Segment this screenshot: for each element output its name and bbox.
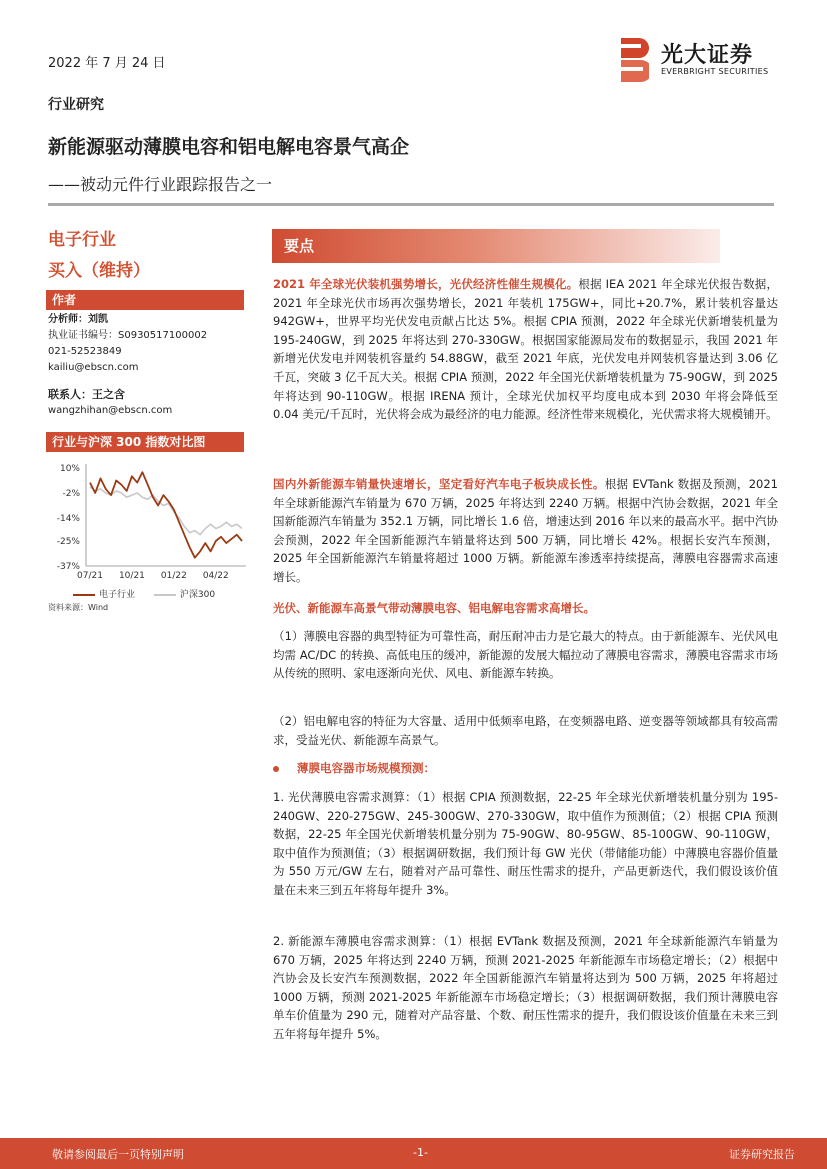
y-tick-label: 10% [59, 464, 80, 474]
analyst-license: 执业证书编号：S0930517100002 [48, 330, 208, 341]
x-tick-label: 01/22 [160, 571, 187, 581]
footer-disclaimer[interactable]: 敬请参阅最后一页特别声明 [52, 1148, 184, 1161]
analyst-email[interactable]: kailiu@ebscn.com [48, 362, 139, 373]
header-divider [48, 203, 774, 206]
rating-label: 买入（维持） [48, 261, 150, 281]
market-forecast-bullet [273, 760, 435, 776]
paragraph-pv-forecast: 1. 光伏薄膜电容需求测算：（1）根据 CPIA 预测数据，22-25 年全球光伏新增装机量分别为 195-240GW、220-275GW、245-300GW、270-330GW，取中值作为预测值；（2）根据 CPIA 预测数据，22-25 年全国光伏新增装机量分别为 75-90GW、80-95GW、85-100GW、90-110GW，取中值作为预测值；（3）根据调研数据，我们预计每 GW 光伏（带储能功能）中薄膜电容器价值量为 550 万元/GW 左右，随着对产品可靠性、耐压性需求的提升，产品更新迭代，我们假设该价值量在未来三到五年将每年提升 3%。 [273, 790, 778, 897]
legend-label-industry: 电子行业 [99, 590, 136, 600]
y-tick-label: -14% [56, 514, 80, 525]
chart-heading: 行业与沪深 300 指数对比图 [46, 432, 244, 452]
brand-logo [617, 36, 787, 84]
page-footer [0, 1138, 827, 1169]
report-date: 2022 年 7 月 24 日 [48, 56, 166, 71]
y-tick-label: -2% [62, 489, 80, 500]
market-forecast-heading: 薄膜电容器市场规模预测： [297, 761, 435, 775]
everbright-logo-icon [617, 36, 649, 84]
logo-english-name: EVERBRIGHT SECURITIES [661, 67, 769, 76]
footer-report-type: 证券研究报告 [729, 1148, 795, 1161]
y-tick-label: -25% [56, 536, 80, 547]
author-heading: 作者 [46, 290, 244, 310]
contact-info [48, 387, 172, 419]
page-number: -1- [413, 1146, 428, 1159]
x-tick-label: 10/21 [118, 571, 145, 581]
series-line-industry [90, 472, 242, 558]
report-category: 行业研究 [48, 97, 104, 113]
paragraph-solar [273, 275, 778, 424]
paragraph-nev-body: 根据 EVTank 数据及预测，2021 年全球新能源汽车销量为 670 万辆，2025 年将达到 2240 万辆。根据中汽协会数据，2021 年全国新能源汽车销量为 352.1 万辆，同比增长 1.6 倍，增速达到 2016 年以来的最高水平。据中汽协会预测，2022 年全国新能源汽车销量将达到 500 万辆，同比增长 42%。根据长安汽车预测，2025 年全国新能源汽车销量将超过 1000 万辆。新能源车渗透率持续提高，薄膜电容器需求高速增长。 [273, 477, 778, 584]
analyst-name: 分析师：刘凯 [48, 314, 108, 325]
legend-item-industry [73, 587, 135, 600]
contact-email[interactable]: wangzhihan@ebscn.com [48, 405, 173, 416]
legend-swatch-industry [73, 594, 95, 596]
report-title: 新能源驱动薄膜电容和铝电解电容景气高企 [48, 136, 410, 158]
keypoints-heading: 要点 [284, 237, 315, 255]
legend-swatch-hs300 [154, 594, 176, 596]
chart-legend [73, 587, 231, 600]
x-tick-label: 07/21 [77, 571, 103, 581]
x-tick-label: 04/22 [202, 571, 229, 581]
legend-label-hs300: 沪深300 [179, 590, 216, 600]
y-tick-label: -37% [56, 562, 80, 572]
paragraph-solar-highlight: 2021 年全球光伏装机强势增长，光伏经济性催生规模化。 [273, 277, 579, 291]
paragraph-solar-body: 根据 IEA 2021 年全球光伏报告数据，2021 年全球光伏市场再次强势增长，2021 年装机 175GW+，同比+20.7%，累计装机容量达 942GW+，世界平均光伏发电贡献占比达 5%。根据 CPIA 预测，2022 年全球光伏新增装机量为 195-240GW，到 2025 年将达到 270-330GW。根据国家能源局发布的数据显示，我国 2021 年新增光伏发电并网装机容量约 54.88GW，截至 2021 年底，光伏发电并网装机容量达到 3.06 亿千瓦，突破 3 亿千瓦大关。根据 CPIA 预测，2022 年全国光伏新增装机量为 75-90GW，到 2025 年将达到 90-110GW。根据 IRENA 预计，全球光伏加权平均度电成本到 2030 年将会降低至 0.04 美元/千瓦时，光伏将会成为最经济的电力能源。经济性带来规模化，光伏需求将大规模铺开。 [273, 277, 778, 422]
keypoints-heading-bar [272, 229, 720, 263]
paragraph-demand [273, 599, 778, 618]
paragraph-film-capacitor: （1）薄膜电容器的典型特征为可靠性高，耐压耐冲击力是它最大的特点。由于新能源车、光伏风电均需 AC/DC 的转换、高低电压的缓冲，新能源的发展大幅拉动了薄膜电容需求，薄膜电容需求市场从传统的照明、家电逐渐向光伏、风电、新能源车转换。 [273, 629, 778, 681]
paragraph-aluminum-capacitor: （2）铝电解电容的特征为大容量、适用中低频率电路，在变频器电路、逆变器等领域都具有较高需求，受益光伏、新能源车高景气。 [273, 714, 778, 747]
legend-item-hs300 [154, 587, 215, 600]
contact-name: 联系人：王之含 [48, 388, 125, 401]
report-subtitle: ——被动元件行业跟踪报告之一 [48, 175, 273, 194]
chart-source: 资料来源：Wind [48, 603, 109, 612]
industry-label: 电子行业 [48, 230, 116, 250]
author-info [48, 312, 207, 376]
series-line-hs300 [90, 487, 242, 535]
paragraph-nev-forecast: 2. 新能源车薄膜电容需求测算：（1）根据 EVTank 数据及预测，2021 年全球新能源汽车销量为 670 万辆，2025 年将达到 2240 万辆，预测 2021-2025 年新能源车市场稳定增长；（2）根据中汽协会及长安汽车预测数据，2022 年全国新能源汽车销量将达到为 500 万辆，2025 年将超过 1000 万辆，预测 2021-2025 年新能源车市场稳定增长；（3）根据调研数据，我们预计薄膜电容单车价值量为 290 元，随着对产品容量、个数、耐压性需求的提升，我们假设该价值量在未来三到五年将每年提升 5%。 [273, 934, 778, 1041]
bullet-dot-icon [273, 766, 279, 772]
analyst-phone: 021-52523849 [48, 346, 122, 357]
paragraph-nev [273, 475, 778, 587]
paragraph-nev-highlight: 国内外新能源车销量快速增长，坚定看好汽车电子板块成长性。 [273, 477, 605, 491]
paragraph-demand-highlight: 光伏、新能源车高景气带动薄膜电容、铝电解电容需求高增长。 [273, 601, 595, 615]
logo-chinese-name: 光大证券 [661, 43, 754, 68]
